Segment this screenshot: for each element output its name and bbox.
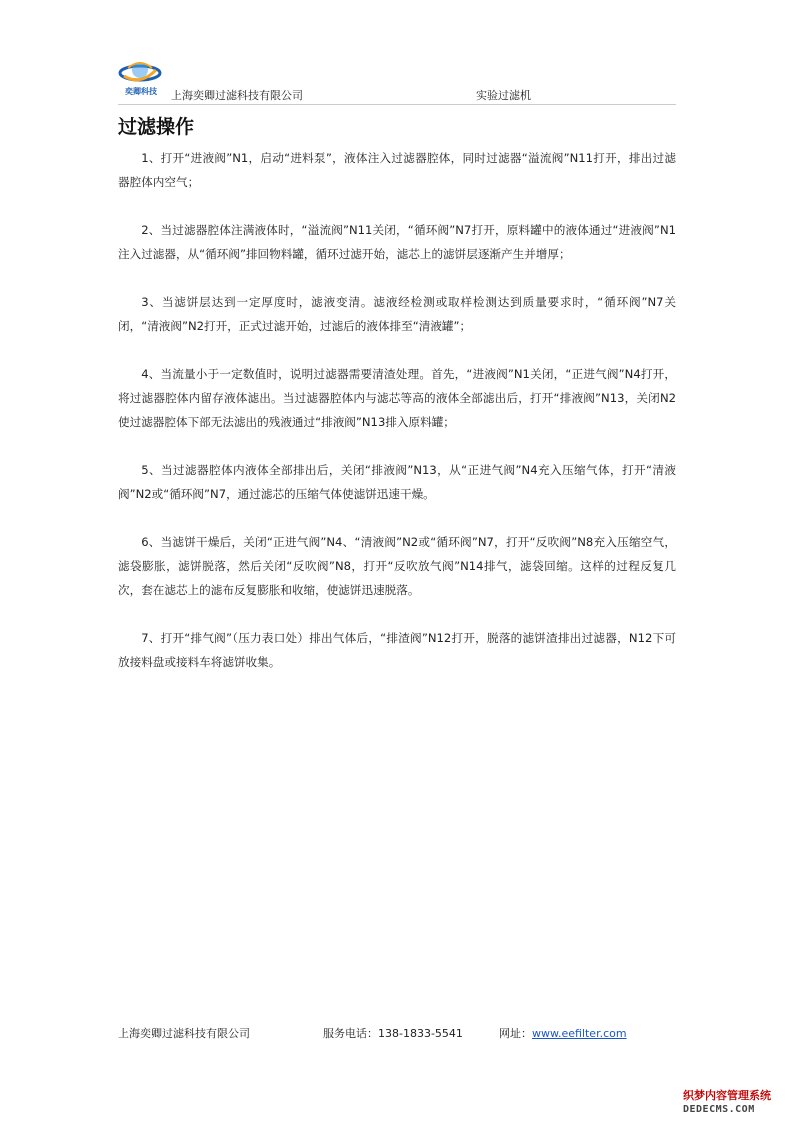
page-title: 过滤操作 [118, 116, 195, 138]
footer-phone: 服务电话：138-1833-5541 [323, 1027, 463, 1040]
footer-website-label: 网址： [499, 1027, 532, 1040]
step-1: 1、打开“进液阀”N1，启动“进料泵”，液体注入过滤器腔体，同时过滤器“溢流阀”N11打开，排出过滤器腔体内空气； [118, 151, 676, 189]
footer-company: 上海奕卿过滤科技有限公司 [118, 1027, 250, 1040]
header-divider [118, 104, 676, 105]
website-link[interactable]: www.eefilter.com [532, 1027, 627, 1040]
procedure-steps [118, 146, 676, 698]
footer-website [499, 1026, 627, 1042]
page-footer [118, 1026, 676, 1042]
header-company-name: 上海奕卿过滤科技有限公司 [171, 89, 303, 102]
step-4: 4、当流量小于一定数值时，说明过滤器需要清渣处理。首先，“进液阀”N1关闭，“正进气阀”N4打开，将过滤器腔体内留存液体滤出。当过滤器腔体内与滤芯等高的液体全部滤出后，打开“排液阀”N13，关闭N2使过滤器腔体下部无法滤出的残液通过“排液阀”N13排入原料罐； [118, 367, 676, 429]
logo-text: 奕卿科技 [125, 87, 157, 96]
step-2: 2、当过滤器腔体注满液体时，“溢流阀”N11关闭，“循环阀”N7打开，原料罐中的液体通过“进液阀”N1注入过滤器，从“循环阀”排回物料罐，循环过滤开始，滤芯上的滤饼层逐渐产生并增厚； [118, 223, 676, 261]
step-3: 3、当滤饼层达到一定厚度时，滤液变清。滤液经检测或取样检测达到质量要求时，“循环阀”N7关闭，“清液阀”N2打开，正式过滤开始，过滤后的液体排至“清液罐”； [118, 295, 676, 333]
header-document-title: 实验过滤机 [476, 89, 531, 102]
watermark-cms-name: 织梦内容管理系统 [683, 1089, 771, 1102]
logo-globe-icon [118, 56, 162, 90]
step-6: 6、当滤饼干燥后，关闭“正进气阀”N4、“清液阀”N2或“循环阀”N7，打开“反吹阀”N8充入压缩空气，滤袋膨胀，滤饼脱落，然后关闭“反吹阀”N8，打开“反吹放气阀”N14排气，滤袋回缩。这样的过程反复几次，套在滤芯上的滤布反复膨胀和收缩，使滤饼迅速脱落。 [118, 535, 676, 597]
step-7: 7、打开“排气阀”（压力表口处）排出气体后，“排渣阀”N12打开，脱落的滤饼渣排出过滤器，N12下可放接料盘或接料车将滤饼收集。 [118, 631, 676, 669]
step-5: 5、当过滤器腔体内液体全部排出后，关闭“排液阀”N13，从“正进气阀”N4充入压缩气体，打开“清液阀”N2或“循环阀”N7，通过滤芯的压缩气体使滤饼迅速干燥。 [118, 463, 676, 501]
watermark-cms-domain: DEDECMS.COM [683, 1104, 755, 1115]
